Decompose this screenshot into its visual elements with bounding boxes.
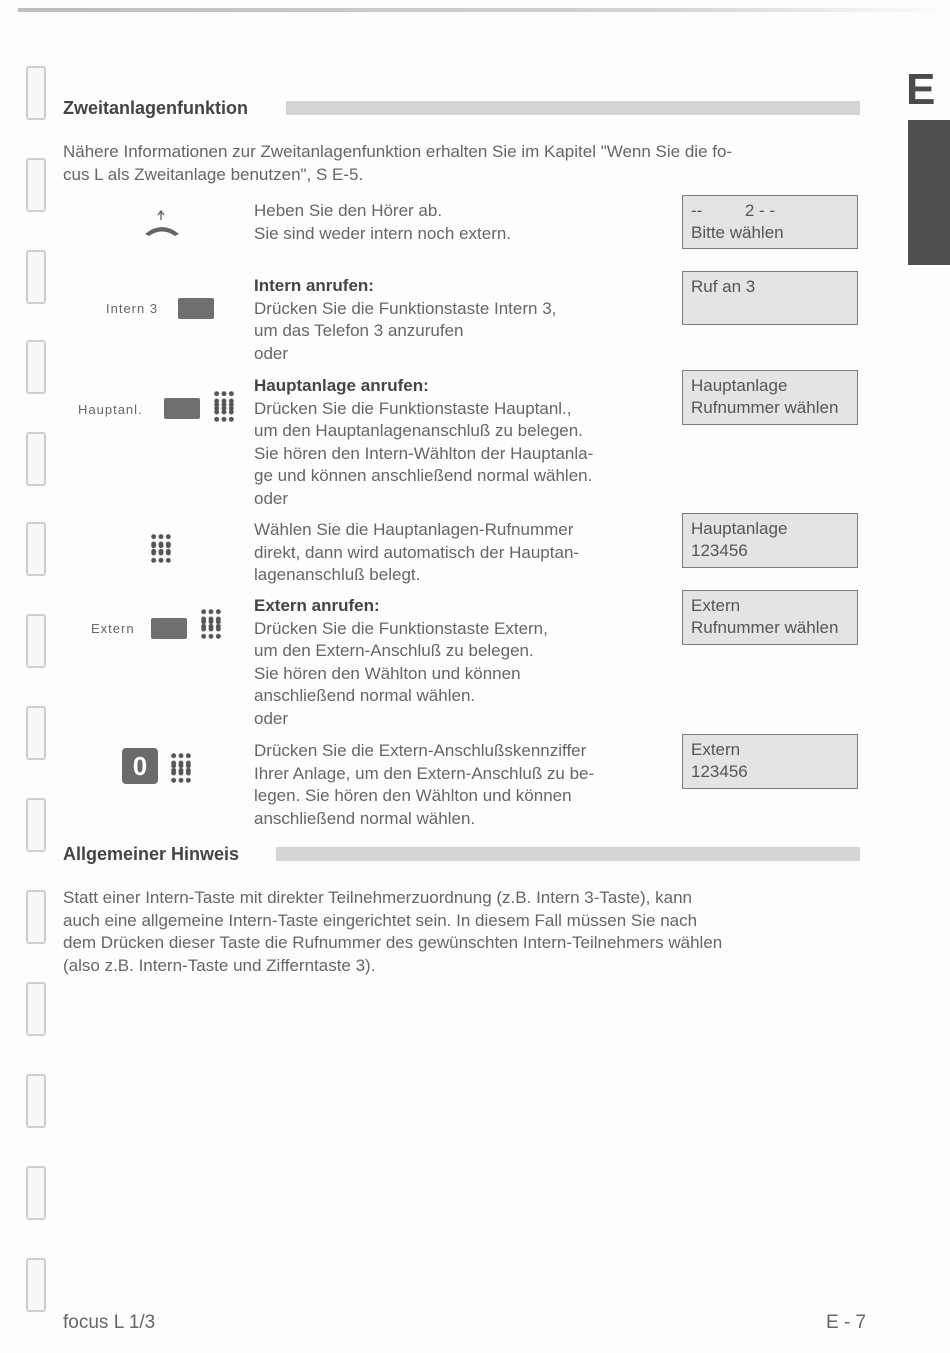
margin-tab — [26, 522, 46, 576]
step-line: direkt, dann wird automatisch der Hauptan- — [254, 542, 580, 562]
display-line: Ruf an 3 — [691, 277, 756, 296]
margin-tab — [26, 982, 46, 1036]
margin-tab — [26, 158, 46, 212]
hinweis-line: dem Drücken dieser Taste die Rufnummer des gewünschten Intern-Teilnehmers wählen — [63, 933, 723, 952]
hinweis-line: (also z.B. Intern-Taste und Zifferntaste 3). — [63, 955, 376, 975]
intro-line: cus L als Zweitanlage benutzen", S E-5. — [63, 164, 364, 184]
display-direct — [682, 513, 858, 568]
top-rule — [18, 8, 950, 12]
display-line: Hauptanlage — [691, 376, 788, 395]
display-extern — [682, 590, 858, 645]
step-line: Drücken Sie die Funktionstaste Intern 3, — [254, 298, 557, 318]
hinweis-line: Statt einer Intern-Taste mit direkter Teilnehmerzuordnung (z.B. Intern 3-Taste), kann — [63, 888, 692, 907]
display-line: -- 2 - - — [691, 201, 776, 220]
extern-key[interactable] — [151, 618, 187, 639]
margin-tab — [26, 1074, 46, 1128]
heading-bar — [276, 847, 860, 861]
margin-tab — [26, 798, 46, 852]
step-line: oder — [254, 343, 289, 363]
footer-page-number: E - 7 — [826, 1312, 867, 1333]
step-title: Intern anrufen: — [254, 276, 374, 295]
margin-tab — [26, 1166, 46, 1220]
hinweis-line: auch eine allgemeine Intern-Taste eingerichtet sein. In diesem Fall müssen Sie nach — [63, 910, 698, 930]
display-line: Extern — [691, 596, 741, 615]
margin-tab — [26, 614, 46, 668]
step-line: lagenanschluß belegt. — [254, 565, 421, 584]
extern-key-label: Extern — [91, 621, 135, 636]
hauptanl-key[interactable] — [164, 398, 200, 419]
margin-tab — [26, 706, 46, 760]
intro-paragraph — [63, 141, 863, 186]
margin-tab — [26, 250, 46, 304]
section-heading-hinweis: Allgemeiner Hinweis — [63, 844, 240, 864]
step-title: Hauptanlage anrufen: — [254, 376, 429, 395]
chapter-thumb-tab — [908, 120, 950, 265]
step-line: Ihrer Anlage, um den Extern-Anschluß zu be- — [254, 763, 595, 783]
hinweis-paragraph — [63, 887, 863, 977]
keypad-icon — [200, 618, 222, 640]
step-line: um das Telefon 3 anzurufen — [254, 321, 464, 340]
display-line: Bitte wählen — [691, 223, 784, 242]
display-line: Hauptanlage — [691, 519, 788, 538]
step-line: anschließend normal wählen. — [254, 686, 476, 705]
handset-lift-icon — [142, 208, 182, 240]
step-line: Drücken Sie die Extern-Anschlußskennziffer — [254, 741, 587, 760]
margin-tab — [26, 1258, 46, 1312]
step-direct-text — [254, 519, 674, 587]
keypad-icon — [150, 542, 172, 564]
step-line: Drücken Sie die Funktionstaste Extern, — [254, 618, 548, 638]
display-line: Rufnummer wählen — [691, 618, 839, 637]
step-line: Sie sind weder intern noch extern. — [254, 223, 512, 243]
step-line: anschließend normal wählen. — [254, 808, 476, 828]
step-line: um den Hauptanlagenanschluß zu belegen. — [254, 421, 583, 440]
step-extern-text — [254, 595, 674, 730]
chapter-letter: E — [906, 65, 936, 114]
step-line: Drücken Sie die Funktionstaste Hauptanl., — [254, 398, 572, 418]
margin-tab — [26, 890, 46, 944]
step-code-text — [254, 740, 674, 830]
intern-key-label: Intern 3 — [106, 301, 159, 316]
intern-3-key[interactable] — [178, 298, 214, 319]
step-line: oder — [254, 488, 289, 508]
step-intern-text — [254, 275, 674, 365]
keypad-icon — [213, 401, 235, 423]
keypad-icon — [170, 762, 192, 784]
display-line: Extern — [691, 740, 741, 759]
display-line: 123456 — [691, 541, 748, 560]
step-title: Extern anrufen: — [254, 596, 380, 615]
step-lift-text — [254, 200, 674, 245]
step-line: ge und können anschließend normal wählen. — [254, 466, 593, 485]
zero-key[interactable]: 0 — [122, 748, 158, 784]
display-line: 123456 — [691, 762, 748, 781]
intro-line: Nähere Informationen zur Zweitanlagenfunktion erhalten Sie im Kapitel "Wenn Sie die fo- — [63, 142, 733, 161]
footer-model: focus L 1/3 — [63, 1312, 156, 1333]
section-heading-zweitanlagen: Zweitanlagenfunktion — [63, 98, 249, 118]
display-code — [682, 734, 858, 789]
margin-tab — [26, 340, 46, 394]
display-lift — [682, 195, 858, 249]
heading-bar — [286, 101, 860, 115]
step-line: Wählen Sie die Hauptanlagen-Rufnummer — [254, 520, 574, 539]
margin-tab — [26, 66, 46, 120]
step-line: um den Extern-Anschluß zu belegen. — [254, 641, 534, 660]
hauptanl-key-label: Hauptanl. — [78, 402, 143, 417]
margin-tab — [26, 432, 46, 486]
display-intern — [682, 271, 858, 325]
display-haupt — [682, 370, 858, 425]
step-haupt-text — [254, 375, 674, 510]
step-line: oder — [254, 708, 289, 728]
step-line: Sie hören den Wählton und können — [254, 663, 521, 683]
step-line: legen. Sie hören den Wählton und können — [254, 786, 572, 805]
step-line: Heben Sie den Hörer ab. — [254, 201, 443, 220]
display-line: Rufnummer wählen — [691, 398, 839, 417]
step-line: Sie hören den Intern-Wählton der Hauptanla- — [254, 443, 594, 463]
